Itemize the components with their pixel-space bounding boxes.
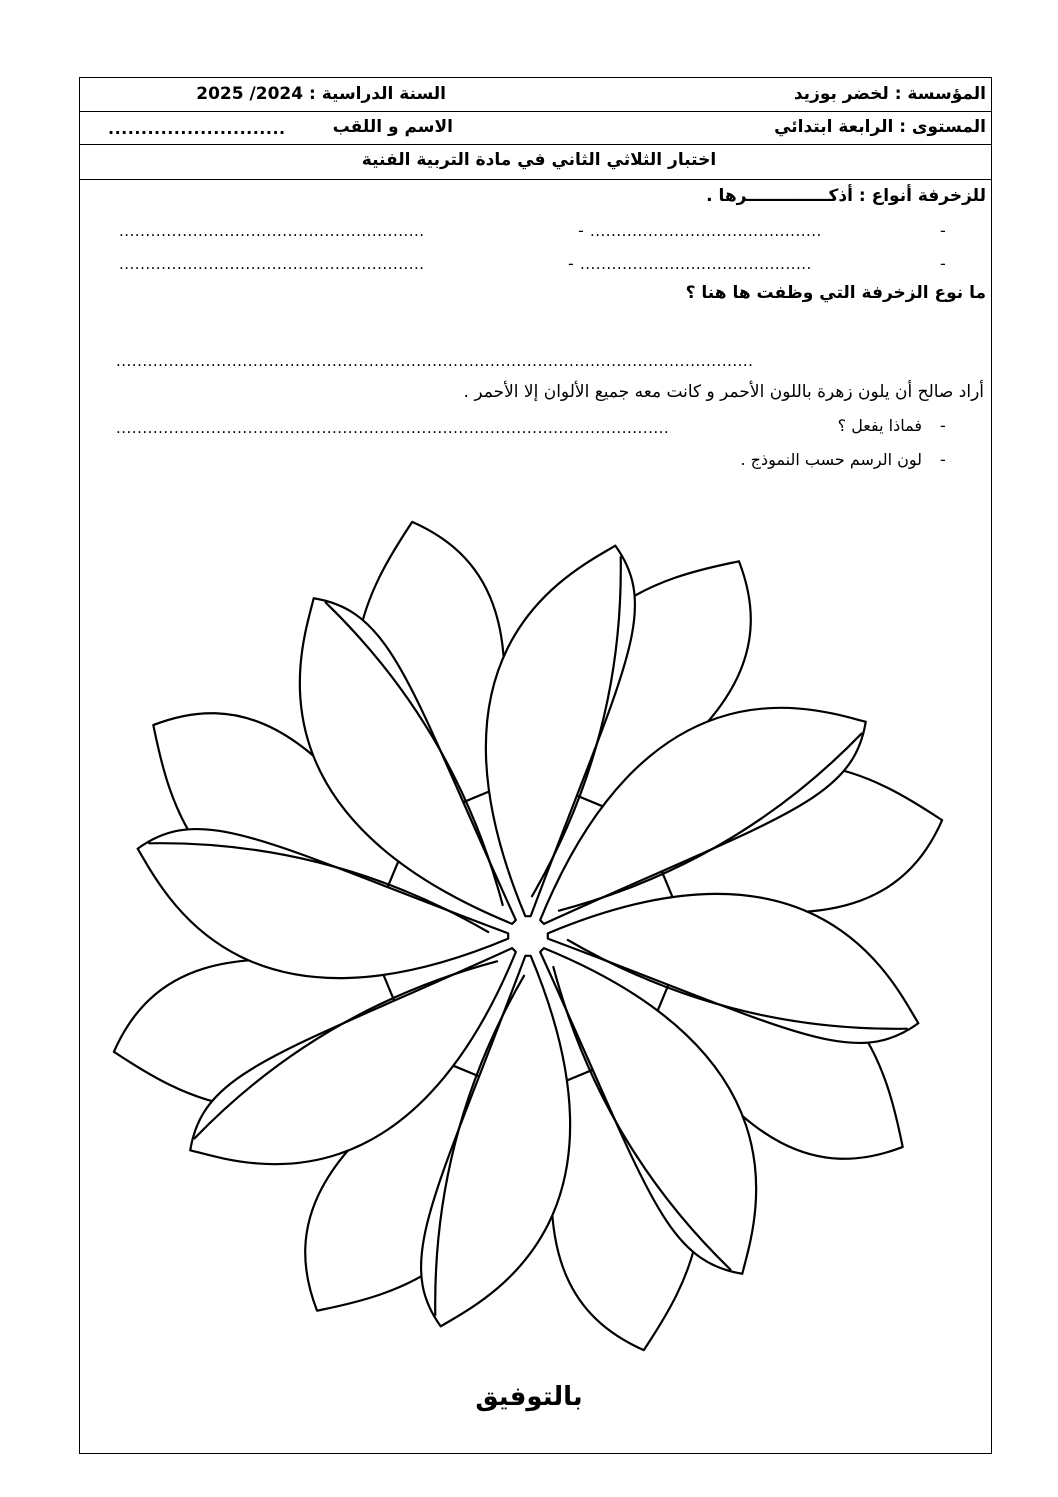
question-1: للزخرفة أنواع : أذكــــــــــــــرها . — [706, 186, 986, 206]
answer-line[interactable]: ............................................ — [580, 255, 812, 273]
name-label: الاسم و اللقب — [332, 117, 453, 137]
school-year-label: السنة الدراسية : 2024/ 2025 — [196, 84, 446, 104]
list-dash: - — [940, 221, 946, 240]
answer-line[interactable]: ......................................................................................................................... — [116, 352, 754, 370]
answer-line[interactable]: .......................................................... — [119, 222, 425, 240]
answer-line[interactable]: ......................................................................................................... — [116, 419, 670, 437]
answer-line[interactable]: .......................................................... — [119, 255, 425, 273]
institution-label: المؤسسة : لخضر بوزيد — [793, 84, 986, 104]
list-dash: - — [940, 416, 946, 435]
list-dash: - — [578, 221, 584, 240]
list-dash: - — [940, 450, 946, 469]
question-4: لون الرسم حسب النموذج . — [740, 450, 922, 469]
name-answer-line[interactable]: ........................... — [108, 119, 286, 138]
list-dash: - — [940, 254, 946, 273]
answer-line[interactable]: ............................................ — [590, 222, 822, 240]
divider — [80, 144, 991, 145]
good-luck-text: بالتوفيق — [475, 1382, 583, 1412]
divider — [80, 111, 991, 112]
question-3-sub: فماذا يفعل ؟ — [837, 416, 922, 435]
flower-drawing[interactable] — [92, 472, 971, 1380]
divider — [80, 179, 991, 180]
question-2: ما نوع الزخرفة التي وظفت ها هنا ؟ — [685, 283, 986, 303]
exam-title: اختبار الثلاثي الثاني في مادة التربية الفنية — [361, 150, 717, 170]
level-label: المستوى : الرابعة ابتدائي — [774, 117, 986, 137]
list-dash: - — [568, 254, 574, 273]
question-3: أراد صالح أن يلون زهرة باللون الأحمر و كانت معه جميع الألوان إلا الأحمر . — [463, 382, 984, 402]
